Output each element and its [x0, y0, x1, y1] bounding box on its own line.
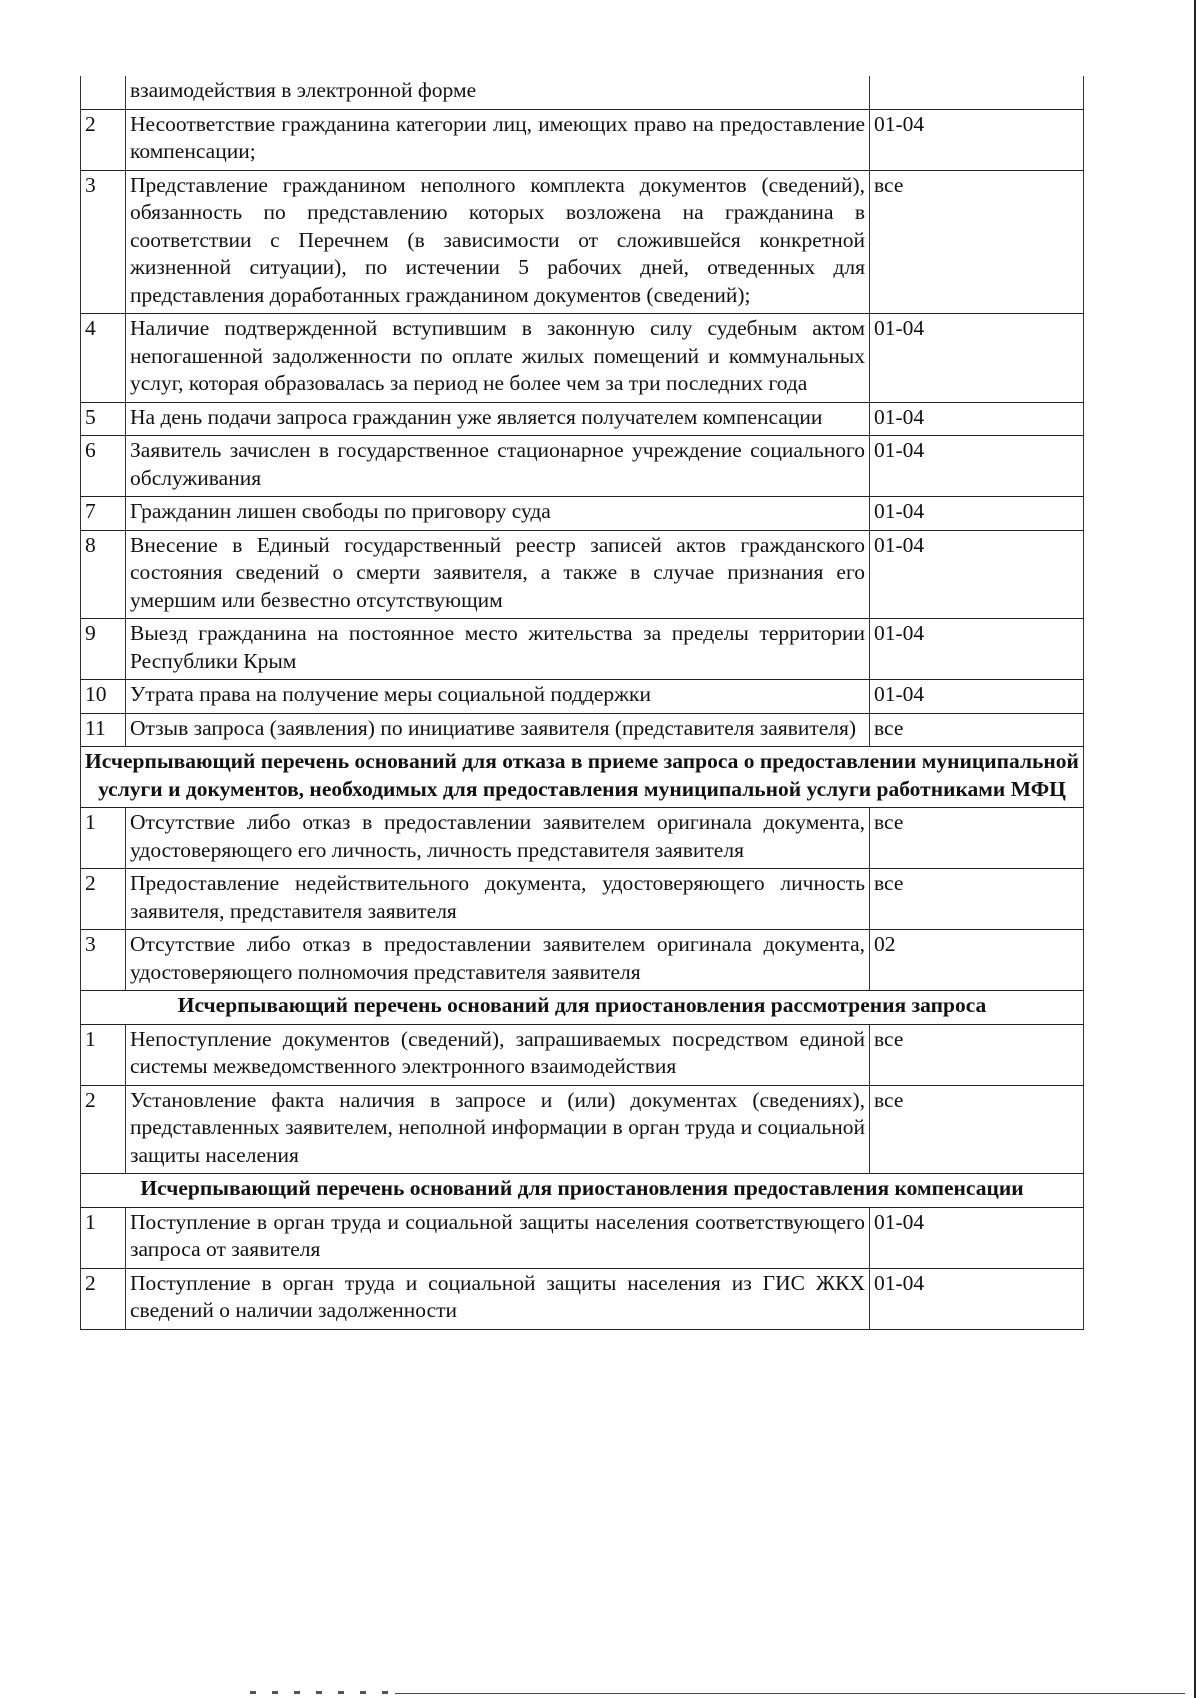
grounds-table	[80, 76, 1084, 1330]
table-row	[81, 713, 1084, 747]
row-text: Предоставление недействительного документа, удостоверяющего личность заявителя, представителя заявителя	[126, 869, 870, 930]
row-text: На день подачи запроса гражданин уже является получателем компенсации	[126, 402, 870, 436]
row-number: 6	[81, 436, 126, 497]
row-code: 02	[870, 930, 1084, 991]
row-text: Утрата права на получение меры социальной поддержки	[126, 680, 870, 714]
row-text: Представление гражданином неполного комплекта документов (сведений), обязанность по представлению которых возложена на гражданина в соответствии с Перечнем (в зависимости от сложившейся конкретной жизненной ситуации), по истечении 5 рабочих дней, отведенных для представления доработанных гражданином документов (сведений);	[126, 170, 870, 314]
row-text: взаимодействия в электронной форме	[126, 76, 870, 109]
row-code: 01-04	[870, 619, 1084, 680]
table-row	[81, 314, 1084, 403]
table-row	[81, 109, 1084, 170]
table-row	[81, 497, 1084, 531]
row-text: Несоответствие гражданина категории лиц, имеющих право на предоставление компенсации;	[126, 109, 870, 170]
row-text: Внесение в Единый государственный реестр записей актов гражданского состояния сведений о смерти заявителя, а также в случае признания его умершим или безвестно отсутствующим	[126, 530, 870, 619]
page-bottom-line	[395, 1693, 1185, 1694]
table-row	[81, 1085, 1084, 1174]
section-heading: Исчерпывающий перечень оснований для приостановления рассмотрения запроса	[81, 991, 1084, 1025]
row-number: 2	[81, 109, 126, 170]
row-text: Поступление в орган труда и социальной защиты населения соответствующего запроса от заявителя	[126, 1207, 870, 1268]
table-row	[81, 436, 1084, 497]
row-code: все	[870, 170, 1084, 314]
row-code: 01-04	[870, 497, 1084, 531]
table-row	[81, 1024, 1084, 1085]
row-number: 8	[81, 530, 126, 619]
section-heading-row	[81, 991, 1084, 1025]
table-row	[81, 619, 1084, 680]
row-text: Установление факта наличия в запросе и (или) документах (сведениях), представленных заявителем, неполной информации в орган труда и социальной защиты населения	[126, 1085, 870, 1174]
row-code: 01-04	[870, 314, 1084, 403]
row-text: Непоступление документов (сведений), запрашиваемых посредством единой системы межведомственного электронного взаимодействия	[126, 1024, 870, 1085]
row-code: 01-04	[870, 402, 1084, 436]
row-code: 01-04	[870, 436, 1084, 497]
row-code: все	[870, 713, 1084, 747]
row-number: 11	[81, 713, 126, 747]
row-text: Гражданин лишен свободы по приговору суда	[126, 497, 870, 531]
table-row	[81, 170, 1084, 314]
row-number: 5	[81, 402, 126, 436]
row-number: 9	[81, 619, 126, 680]
table-row	[81, 869, 1084, 930]
row-number: 4	[81, 314, 126, 403]
row-text: Заявитель зачислен в государственное стационарное учреждение социального обслуживания	[126, 436, 870, 497]
table-row	[81, 680, 1084, 714]
table-row	[81, 1268, 1084, 1329]
section-heading-row	[81, 747, 1084, 808]
row-code: все	[870, 869, 1084, 930]
row-code: 01-04	[870, 680, 1084, 714]
row-code: 01-04	[870, 1268, 1084, 1329]
section-heading-row	[81, 1174, 1084, 1208]
row-number: 1	[81, 1024, 126, 1085]
row-code: 01-04	[870, 530, 1084, 619]
row-number: 2	[81, 1085, 126, 1174]
row-text: Поступление в орган труда и социальной защиты населения из ГИС ЖКХ сведений о наличии задолженности	[126, 1268, 870, 1329]
row-number: 7	[81, 497, 126, 531]
row-code: 01-04	[870, 109, 1084, 170]
row-code: все	[870, 808, 1084, 869]
row-number: 1	[81, 808, 126, 869]
row-number: 10	[81, 680, 126, 714]
row-number: 3	[81, 170, 126, 314]
row-text: Отзыв запроса (заявления) по инициативе заявителя (представителя заявителя)	[126, 713, 870, 747]
row-number: 2	[81, 1268, 126, 1329]
row-text: Отсутствие либо отказ в предоставлении заявителем оригинала документа, удостоверяющего его личность, личность представителя заявителя	[126, 808, 870, 869]
section-heading: Исчерпывающий перечень оснований для приостановления предоставления компенсации	[81, 1174, 1084, 1208]
table-row	[81, 808, 1084, 869]
page-edge-line	[1194, 0, 1196, 1698]
table-row	[81, 76, 1084, 109]
row-text: Наличие подтвержденной вступившим в законную силу судебным актом непогашенной задолженности по оплате жилых помещений и коммунальных услуг, которая образовалась за период не более чем за три последних года	[126, 314, 870, 403]
row-number: 2	[81, 869, 126, 930]
row-text: Отсутствие либо отказ в предоставлении заявителем оригинала документа, удостоверяющего полномочия представителя заявителя	[126, 930, 870, 991]
row-code: 01-04	[870, 1207, 1084, 1268]
row-code: все	[870, 1085, 1084, 1174]
row-code	[870, 76, 1084, 109]
row-code: все	[870, 1024, 1084, 1085]
row-number: 1	[81, 1207, 126, 1268]
row-text: Выезд гражданина на постоянное место жительства за пределы территории Республики Крым	[126, 619, 870, 680]
row-number: 3	[81, 930, 126, 991]
table-row	[81, 530, 1084, 619]
row-number	[81, 76, 126, 109]
table-row	[81, 1207, 1084, 1268]
table-row	[81, 930, 1084, 991]
section-heading: Исчерпывающий перечень оснований для отказа в приеме запроса о предоставлении муниципальной услуги и документов, необходимых для предоставления муниципальной услуги работниками МФЦ	[81, 747, 1084, 808]
table-row	[81, 402, 1084, 436]
scan-artifact	[250, 1691, 390, 1694]
